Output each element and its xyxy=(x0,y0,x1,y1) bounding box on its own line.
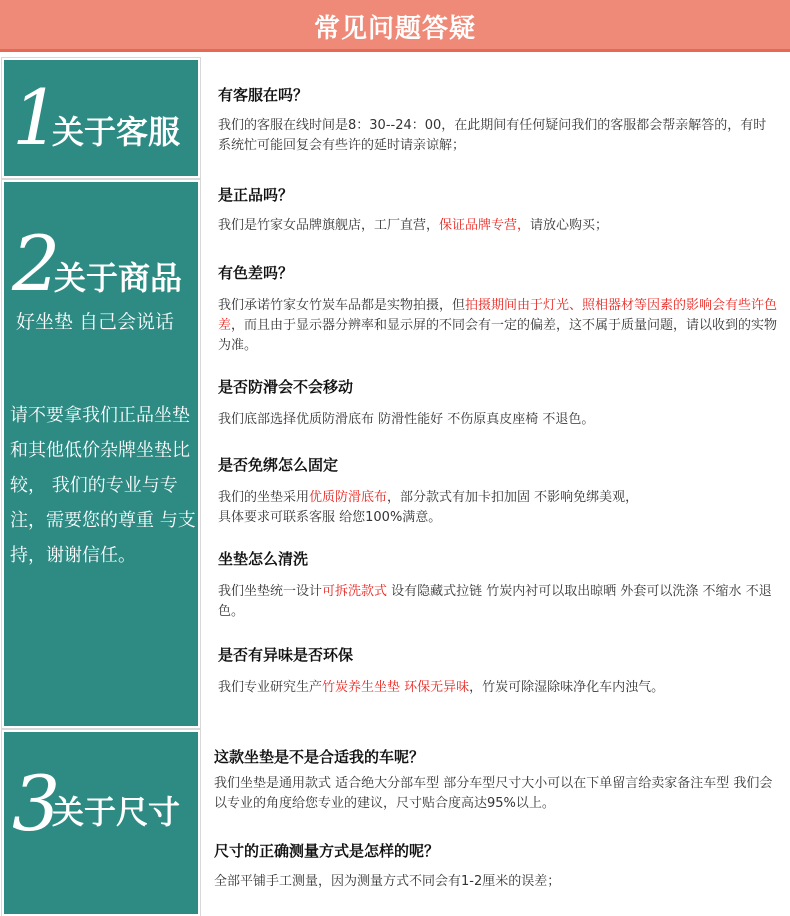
answer-highlight: 优质防滑底布 xyxy=(309,490,388,505)
faq-question: 这款坐垫是不是合适我的车呢？ xyxy=(214,748,425,766)
answer-highlight: 可拆洗款式 xyxy=(322,584,388,599)
faq-question: 有客服在吗？ xyxy=(218,86,309,104)
faq-answer xyxy=(218,216,778,236)
faq-question: 坐垫怎么清洗 xyxy=(218,550,309,568)
faq-answer xyxy=(218,582,778,622)
header-banner xyxy=(0,0,790,52)
faq-answer: 我们底部选择优质防滑底布 防滑性能好 不伤原真皮座椅 不退色。 xyxy=(218,412,595,427)
faq-answer xyxy=(218,488,778,528)
answer-text: 我们坐垫统一设计 xyxy=(218,584,323,599)
section-title: 关于客服 xyxy=(52,113,181,151)
answer-text: ，部分款式有加卡扣加固 不影响免绑美观， xyxy=(387,490,639,505)
answer-text: 我们是竹家女品牌旗舰店，工厂直营， xyxy=(218,218,440,233)
answer-text: 具体要求可联系客服 给您100%满意。 xyxy=(218,510,442,525)
faq-answer xyxy=(218,296,778,356)
answer-text: 我们专业研究生产 xyxy=(218,680,323,695)
faq-item xyxy=(214,840,774,892)
answer-text: 我们的坐垫采用 xyxy=(218,490,310,505)
answer-text: 请放心购买； xyxy=(530,218,609,233)
section-customer-service-label xyxy=(2,58,200,178)
answer-text: ，竹炭可除湿除味净化车内浊气。 xyxy=(469,680,665,695)
faq-item xyxy=(218,184,778,236)
faq-item xyxy=(218,548,778,622)
faq-question: 是否免绑怎么固定 xyxy=(218,456,339,474)
answer-highlight: 竹炭养生坐垫 环保无异味 xyxy=(322,680,470,695)
section-product-label xyxy=(2,180,200,728)
section-number: 3 xyxy=(12,759,61,848)
faq-answer xyxy=(218,678,778,698)
faq-item xyxy=(214,746,774,814)
faq-question: 是正品吗？ xyxy=(218,186,294,204)
answer-text: 我们承诺竹家女竹炭车品都是实物拍摄，但 xyxy=(218,298,466,313)
faq-answer: 我们坐垫是通用款式 适合绝大分部车型 部分车型尺寸大小可以在下单留言给卖家备注车型 我们会以专业的角度给您专业的建议，尺寸贴合度高达95%以上。 xyxy=(214,776,773,811)
answer-text: ，而且由于显示器分辨率和显示屏的不同会有一定的偏差，这不属于质量问题，请以收到的实物为准。 xyxy=(218,318,778,353)
faq-item xyxy=(218,84,778,156)
faq-item xyxy=(218,262,778,356)
section-title: 关于尺寸 xyxy=(52,793,181,831)
faq-item xyxy=(218,644,778,698)
faq-answer: 全部平铺手工测量，因为测量方式不同会有1-2厘米的误差； xyxy=(214,874,561,889)
faq-answer: 我们的客服在线时间是8：30--24：00，在此期间有任何疑问我们的客服都会帮亲解答的，有时系统忙可能回复会有些许的延时请亲谅解； xyxy=(218,118,767,153)
answer-text: 设有隐藏式拉链 竹炭内衬可以取出晾晒 外套可以洗涤 不缩水 不退色。 xyxy=(218,584,772,619)
answer-highlight: 拍摄期间由于灯光、照相器材等因素的影响会有些许色差 xyxy=(218,298,778,333)
faq-question: 是否防滑会不会移动 xyxy=(218,378,354,396)
section-note: 请不要拿我们正品坐垫和其他低价杂牌坐垫比较， 我们的专业与专注，需要您的尊重 与支持，谢谢信任。 xyxy=(10,405,196,566)
faq-question: 尺寸的正确测量方式是怎样的呢？ xyxy=(214,842,440,860)
section-title: 关于商品 xyxy=(54,259,183,297)
section-size-label xyxy=(2,730,200,916)
section-number: 2 xyxy=(12,219,61,308)
faq-item xyxy=(218,454,778,528)
answer-highlight: 保证品牌专营， xyxy=(439,218,531,233)
page-title: 常见问题答疑 xyxy=(313,14,476,44)
section-number: 1 xyxy=(12,73,61,162)
faq-item xyxy=(218,376,778,430)
faq-question: 是否有异味是否环保 xyxy=(218,646,354,664)
faq-question: 有色差吗？ xyxy=(218,264,294,282)
section-subtitle: 好坐垫 自己会说话 xyxy=(16,311,175,333)
